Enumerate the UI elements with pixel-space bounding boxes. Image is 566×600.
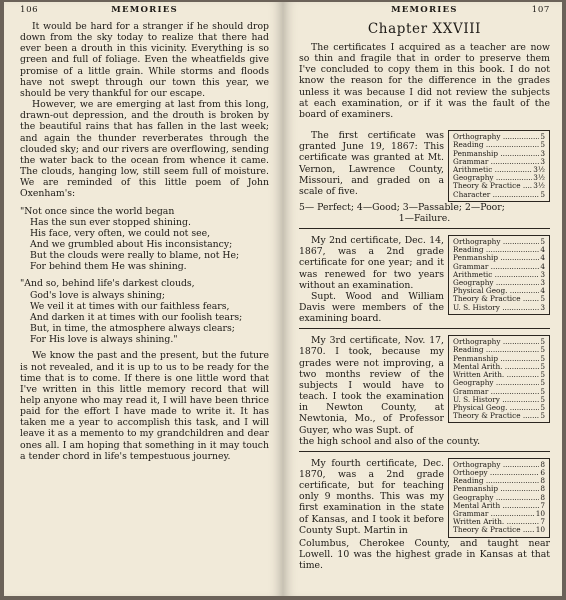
poem-line: And we grumbled about His inconsistancy; (30, 238, 233, 250)
grade-row (453, 174, 545, 182)
grade-value: 3 (540, 269, 545, 279)
closing-paragraph: We know the past and the present, but the future is not revealed, and it is up to us to be ready for the time that is to come. If there is one little word that I've written in this little memory record that will help anyone who may read it, I will have been thrice paid for the effort I have made to write it. It has taken me a year to accomplish this task, and I will leave it as a memento to my grandchildren and dear ones all. I am hoping that something in it may touch a tender chord in life's tempestuous journey. (20, 350, 269, 462)
grade-subject: U. S. History ..... (453, 396, 539, 404)
body-paragraph: However, we are emerging at last from this long, drawn-out depression, and the drouth is broken by the beautiful rains that has fallen in the last week; and again the thunder reverberates through the clouded sky; and our rivers are overflowing, sending the water back to the ocean from whence it came. The clouds, hanging low, still seem full of moisture. We are reminded of this little poem of John Oxenham's: (20, 99, 269, 200)
certificate-2-board: Supt. Wood and William Davis were members of the examining board. (299, 290, 444, 325)
poem-line: "Not once since the world began (20, 205, 175, 217)
grade-value: 5 (540, 345, 545, 355)
grade-value: 4 (540, 286, 545, 296)
poem-line: But, in time, the atmosphere always clears; (30, 323, 235, 335)
poem-line: "And so, behind life's darkest clouds, (20, 278, 195, 290)
certificate-4 (299, 451, 550, 538)
certificate-4-text: My fourth certificate, Dec. 1870, was a 2nd grade certificate, but for teaching only 9 months. This was my first examination in the state of Kansas, and I took it before County Supt. Martin in (299, 457, 444, 536)
body-paragraph: It would be hard for a stranger if he should drop down from the sky today to realize that there had ever been a drouth in this vicinity. Everything is so green and full of foliage. Even the wheatfields give promise of a little grain. While storms and floods have not swept through our town this year, we should be very thankful for our escape. (20, 21, 269, 99)
grade-value: 8 (540, 476, 545, 486)
poem-line: But the clouds were really to blame, not He; (30, 250, 240, 262)
grade-subject: Arithmetic ..... (453, 271, 539, 279)
grade-subject: U. S. History ..... (453, 304, 539, 312)
poem-line: God's love is always shining; (30, 289, 165, 301)
grade-subject: Theory & Practice ..... (453, 412, 539, 420)
grade-value: 5 (540, 394, 545, 404)
grade-row (453, 191, 545, 199)
grade-row (453, 518, 545, 526)
grade-subject: Penmanship ..... (453, 254, 539, 262)
grade-subject: Geography ..... (453, 174, 532, 182)
grade-subject: Grammar ..... (453, 510, 535, 518)
grade-value: 8 (540, 492, 545, 502)
grade-subject: Reading ..... (453, 246, 539, 254)
grade-row (453, 461, 545, 469)
right-running-head (299, 5, 550, 15)
grade-value: 8 (540, 459, 545, 469)
grade-row (453, 182, 545, 190)
grade-row (453, 469, 545, 477)
grade-subject: Physical Geog. ..... (453, 287, 539, 295)
grade-value: 5 (540, 370, 545, 380)
grade-subject: Theory & Practice ..... (453, 526, 535, 534)
grade-row (453, 355, 545, 363)
grade-row (453, 494, 545, 502)
certificate-4-grades (448, 458, 550, 538)
grade-subject: Reading ..... (453, 477, 539, 485)
grade-row (453, 254, 545, 262)
grade-row (453, 263, 545, 271)
grade-value: 6 (540, 468, 545, 478)
grade-value: 5 (540, 411, 545, 421)
grade-row (453, 346, 545, 354)
grade-row (453, 363, 545, 371)
left-running-title: MEMORIES (111, 5, 178, 15)
grade-subject: Reading ..... (453, 346, 539, 354)
grade-subject: Physical Geog. ..... (453, 404, 539, 412)
grade-value: 3 (540, 156, 545, 166)
grade-scale-line: 5— Perfect; 4—Good; 3—Passable; 2—Poor; (299, 201, 505, 213)
grade-row (453, 158, 545, 166)
certificate-3-grades (448, 335, 550, 423)
grade-row (453, 304, 545, 312)
certificate-4-continued: Columbus, Cherokee County, and taught near Lowell. 10 was the highest grade in Kansas at that time. (299, 537, 550, 571)
grade-value: 3½ (533, 181, 545, 191)
grade-row (453, 246, 545, 254)
grade-value: 3 (540, 148, 545, 158)
grade-row (453, 371, 545, 379)
grade-value: 5 (540, 386, 545, 396)
grade-subject: Grammar ..... (453, 158, 539, 166)
grade-value: 5 (540, 294, 545, 304)
grade-subject: Mental Arith. ..... (453, 363, 539, 371)
certificate-2 (299, 228, 550, 324)
certificate-2-text: My 2nd certificate, Dec. 14, 1867, was a 2nd grade certificate for one year; and it was renewed for two years without an examination. (299, 235, 444, 291)
grade-row (453, 150, 545, 158)
grade-value: 5 (540, 189, 545, 199)
grade-value: 8 (540, 484, 545, 494)
grade-subject: Geography ..... (453, 379, 539, 387)
poem-line: For His love is always shining." (30, 334, 178, 346)
grade-value: 4 (540, 261, 545, 271)
certificate-1 (299, 124, 550, 202)
left-page (4, 2, 283, 596)
certificate-1-grades (448, 130, 550, 202)
grade-row (453, 238, 545, 246)
grade-subject: Written Arith. ..... (453, 518, 539, 526)
grade-row (453, 271, 545, 279)
certificate-2-grades (448, 235, 550, 315)
grade-row (453, 502, 545, 510)
grade-subject: Grammar ..... (453, 263, 539, 271)
grade-value: 3 (540, 278, 545, 288)
poem-line: And darken it at times with our foolish tears; (30, 311, 243, 323)
grade-row (453, 396, 545, 404)
certificate-1-text: The first certificate was granted June 19, 1867: This certificate was granted at Mt. Vernon, Lawrence County, Missouri, and graded on a scale of five. (299, 130, 444, 197)
grade-row (453, 279, 545, 287)
grade-value: 4 (540, 253, 545, 263)
grade-subject: Orthography ..... (453, 338, 539, 346)
grade-row (453, 388, 545, 396)
grade-subject: Arithmetic ..... (453, 166, 532, 174)
poem-line: We veil it at times with our faithless fears, (30, 300, 230, 312)
grade-value: 5 (540, 140, 545, 150)
grade-subject: Theory & Practice ..... (453, 182, 532, 190)
grade-row (453, 510, 545, 518)
grade-subject: Penmanship ..... (453, 150, 539, 158)
left-running-head (20, 5, 269, 15)
grade-row (453, 287, 545, 295)
grade-row (453, 338, 545, 346)
grade-subject: Penmanship ..... (453, 355, 539, 363)
grade-value: 5 (540, 361, 545, 371)
grade-row (453, 404, 545, 412)
grade-subject: Mental Arith ..... (453, 502, 539, 510)
left-page-number: 106 (20, 5, 39, 15)
grade-value: 5 (540, 132, 545, 142)
grade-subject: Character ..... (453, 191, 539, 199)
chapter-title: Chapter XXVIII (367, 21, 482, 37)
grade-scale-line-2: 1—Failure. (398, 212, 451, 224)
grade-row (453, 526, 545, 534)
grade-subject: Orthography ..... (453, 238, 539, 246)
grade-row (453, 412, 545, 420)
certificate-3-continued: the high school and also of the county. (299, 435, 481, 447)
right-page (283, 2, 562, 596)
grade-row (453, 133, 545, 141)
grade-value: 5 (540, 353, 545, 363)
grade-row (453, 141, 545, 149)
certificate-3 (299, 328, 550, 435)
grade-value: 3½ (533, 164, 545, 174)
grade-value: 3½ (533, 173, 545, 183)
grade-value: 4 (540, 245, 545, 255)
grade-row (453, 166, 545, 174)
grade-row (453, 485, 545, 493)
poem (20, 206, 269, 346)
poem-line: Has the sun ever stopped shining. (30, 216, 191, 228)
grade-subject: Written Arith. ..... (453, 371, 539, 379)
book-spread (4, 2, 562, 596)
right-page-number: 107 (531, 5, 550, 15)
grade-value: 10 (535, 525, 545, 535)
grade-scale (299, 202, 550, 224)
poem-line: His face, very often, we could not see, (30, 227, 211, 239)
grade-value: 5 (540, 337, 545, 347)
grade-subject: Geography ..... (453, 494, 539, 502)
grade-subject: Penmanship ..... (453, 485, 539, 493)
grade-subject: Reading ..... (453, 141, 539, 149)
grade-row (453, 295, 545, 303)
chapter-intro: The certificates I acquired as a teacher are now so thin and fragile that in order to preserve them I've concluded to copy them in this book. I do not know the reason for the difference in the grades unless it was because I did not review the subjects at each examination, or if it was the fault of the board of examiners. (299, 42, 550, 120)
poem-line: For behind them He was shining. (30, 261, 187, 273)
certificate-3-text: My 3rd certificate, Nov. 17, 1870. I took, because my grades were not improving, a two months review of the subjects I would have to teach. I took the examination in Newton County, at Newtonia, Mo., of Professor Guyer, who was Supt. of (299, 335, 444, 436)
grade-row (453, 477, 545, 485)
grade-value: 7 (540, 517, 545, 527)
grade-subject: Orthography ..... (453, 133, 539, 141)
grade-row (453, 379, 545, 387)
grade-value: 7 (540, 500, 545, 510)
grade-subject: Theory & Practice ..... (453, 295, 539, 303)
right-running-title: MEMORIES (391, 5, 458, 15)
grade-subject: Geography ..... (453, 279, 539, 287)
left-top-paragraphs (20, 21, 269, 200)
grade-value: 5 (540, 378, 545, 388)
grade-value: 10 (535, 509, 545, 519)
grade-value: 5 (540, 237, 545, 247)
grade-subject: Grammar ..... (453, 388, 539, 396)
grade-subject: Orthoepy ..... (453, 469, 539, 477)
grade-value: 5 (540, 402, 545, 412)
grade-value: 3 (540, 302, 545, 312)
grade-subject: Orthography ..... (453, 461, 539, 469)
